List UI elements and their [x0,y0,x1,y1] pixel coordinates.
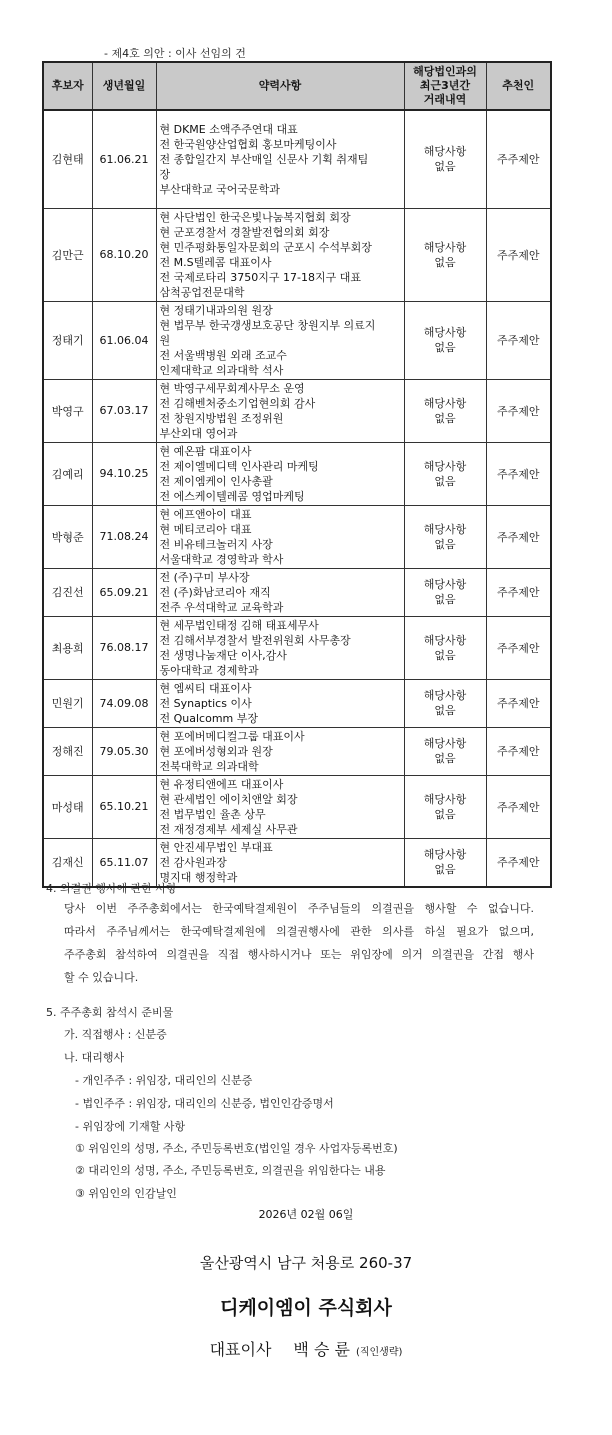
candidate-birthdate: 65.11.07 [92,838,156,887]
candidate-recommender: 주주제안 [486,301,551,379]
candidate-name: 김예리 [43,442,92,505]
career-line: 현 DKME 소액주주연대 대표 [159,122,298,136]
career-line: 현 안진세무법인 부대표 [159,840,273,854]
candidate-recommender: 주주제안 [486,568,551,616]
career-line: 전 종합일간지 부산매일 신문사 기획 취재팀 [159,152,369,166]
section5-item: - 위임장에 기재할 사항 [75,1120,186,1133]
transaction-line: 없음 [434,752,456,765]
ceo-title: 대표이사 [209,1340,272,1359]
candidate-name: 김만근 [43,208,92,301]
header-trans-line: 해당법인과의 [413,65,477,78]
candidate-name: 김진선 [43,568,92,616]
table-row [43,775,551,838]
ceo-signature [0,1337,612,1360]
section5-item: 가. 직접행사 : 신분증 [64,1028,167,1041]
section5-item: - 법인주주 : 위임장, 대리인의 신분증, 법인인감증명서 [75,1097,334,1110]
transaction-line: 해당사항 [423,396,467,410]
career-line: 현 메티코리아 대표 [159,522,252,536]
career-line: 원 [159,333,171,347]
career-line: 전 생명나눔재단 이사,감사 [159,648,287,662]
candidate-name: 민원기 [43,679,92,727]
candidate-name: 최용희 [43,616,92,679]
career-line: 전 M.S텔레콤 대표이사 [159,255,272,269]
transaction-line: 없음 [434,863,456,876]
candidate-birthdate: 65.10.21 [92,775,156,838]
career-line: 전 제이엘메디텍 인사관리 마케팅 [159,459,319,473]
header-career: 약력사항 [156,62,404,110]
career-line: 현 포에버성형외과 원장 [159,744,273,758]
table-row [43,301,551,379]
header-trans-line: 거래내역 [423,93,467,106]
header-trans-line: 최근3년간 [419,79,471,92]
candidate-career [156,568,404,616]
table-row [43,208,551,301]
seal-note: (직인생략) [355,1347,403,1358]
career-line: 전북대학교 의과대학 [159,759,259,773]
table-row [43,442,551,505]
table-row [43,505,551,568]
candidate-recommender: 주주제안 [486,208,551,301]
candidate-birthdate: 61.06.04 [92,301,156,379]
candidate-birthdate: 71.08.24 [92,505,156,568]
candidate-name: 박영구 [43,379,92,442]
candidate-career [156,505,404,568]
transaction-line: 해당사항 [423,522,467,536]
candidate-career [156,679,404,727]
career-line: 현 박영구세무회계사무소 운영 [159,381,305,395]
career-line: 전 Qualcomm 부장 [159,711,259,725]
transaction-line: 없음 [434,341,456,354]
candidate-birthdate: 94.10.25 [92,442,156,505]
transaction-line: 해당사항 [423,848,467,861]
career-line: 전 법무법인 율촌 상무 [159,807,266,821]
career-line: 전 비유테크놀러지 사장 [159,537,273,551]
career-line: 전 에스케이텔레콤 영업마케팅 [159,489,305,503]
career-line: 현 사단법인 한국은빛나눔복지협회 회장 [159,210,351,224]
table-header-row [43,62,551,110]
transaction-line: 해당사항 [423,459,467,473]
section4-line: 따라서 주주님께서는 한국예탁결제원에 의결권행사에 관한 의사를 하실 필요가 없으며, [64,925,534,938]
table-row [43,727,551,775]
career-line: 전 김해서부경찰서 발전위원회 사무총장 [159,633,351,647]
candidate-name: 박형준 [43,505,92,568]
company-address: 울산광역시 남구 처용로 260-37 [199,1254,413,1272]
transaction-line: 없음 [434,593,456,606]
transaction-line: 해당사항 [423,578,467,591]
transaction-line: 없음 [434,807,456,821]
candidate-transactions [404,727,486,775]
career-line: 인제대학교 의과대학 석사 [159,363,284,377]
career-line: 부산외대 영어과 [159,426,238,440]
career-line: 현 관세법인 에이치앤알 회장 [159,792,298,806]
candidate-birthdate: 79.05.30 [92,727,156,775]
career-line: 전 서울백병원 외래 조교수 [159,348,287,362]
candidate-recommender: 주주제안 [486,838,551,887]
career-line: 현 군포경찰서 경찰발전협의회 회장 [159,225,330,239]
section5-item: 나. 대리행사 [64,1051,125,1064]
candidate-name: 정해진 [43,727,92,775]
career-line: 전 제이엠케이 인사총괄 [159,474,273,488]
transaction-line: 해당사항 [423,689,467,702]
career-line: 부산대학교 국어국문학과 [159,182,280,196]
section5-item: ① 위임인의 성명, 주소, 주민등록번호(법인일 경우 사업자등록번호) [75,1142,398,1155]
section4-title: 4. 의결권 행사에 관한 사항 [46,882,177,895]
candidate-career [156,775,404,838]
candidate-career [156,727,404,775]
candidate-name: 김현태 [43,110,92,208]
candidate-name: 김재신 [43,838,92,887]
table-row [43,616,551,679]
career-line: 명지대 행정학과 [159,870,238,884]
career-line: 현 법무부 한국갱생보호공단 창원지부 의료지 [159,318,376,332]
transaction-line: 없음 [434,255,456,269]
transaction-line: 없음 [434,160,456,174]
section4-body [64,897,534,989]
candidate-recommender: 주주제안 [486,679,551,727]
candidate-career [156,442,404,505]
career-line: 장 [159,167,171,181]
career-line: 현 정태기내과의원 원장 [159,303,273,317]
career-line: 현 민주평화통일자문회의 군포시 수석부회장 [159,240,372,254]
transaction-line: 해당사항 [423,737,467,750]
header-transactions [404,62,486,110]
table-row [43,110,551,208]
section4-line: 주주총회 참석하여 의결권을 직접 행사하시거나 또는 위임장에 의거 의결권을 간접 행사 [64,948,534,961]
candidate-birthdate: 74.09.08 [92,679,156,727]
transaction-line: 없음 [434,648,456,662]
candidate-table [42,61,552,888]
career-line: 현 엠씨티 대표이사 [159,681,252,695]
ceo-name: 백 승 륜 [293,1340,350,1359]
section4-line: 당사 이번 주주총회에서는 한국예탁결제원이 주주님들의 의결권을 행사할 수 없습니다. [64,902,534,915]
candidate-recommender: 주주제안 [486,505,551,568]
candidate-rows [43,110,551,887]
candidate-birthdate: 68.10.20 [92,208,156,301]
career-line: 전 (주)구미 부사장 [159,570,250,584]
career-line: 전 김해벤처중소기업현의회 감사 [159,396,316,410]
candidate-recommender: 주주제안 [486,110,551,208]
candidate-transactions [404,301,486,379]
candidate-transactions [404,208,486,301]
candidate-transactions [404,679,486,727]
transaction-line: 없음 [434,704,456,717]
candidate-birthdate: 65.09.21 [92,568,156,616]
header-candidate: 후보자 [43,62,92,110]
candidate-career [156,379,404,442]
transaction-line: 해당사항 [423,633,467,647]
career-line: 전 국제로타리 3750지구 17-18지구 대표 [159,270,361,284]
candidate-career [156,110,404,208]
section5-item: ② 대리인의 성명, 주소, 주민등록번호, 의결권을 위임한다는 내용 [75,1164,386,1177]
career-line: 전 (주)화남코리아 재직 [159,585,271,599]
candidate-name: 정태기 [43,301,92,379]
career-line: 전 창원지방법원 조정위원 [159,411,284,425]
candidate-recommender: 주주제안 [486,379,551,442]
career-line: 동아대학교 경제학과 [159,663,259,677]
candidate-transactions [404,442,486,505]
candidate-transactions [404,775,486,838]
candidate-recommender: 주주제안 [486,442,551,505]
candidate-transactions [404,505,486,568]
section5-item: - 개인주주 : 위임장, 대리인의 신분증 [75,1074,253,1087]
candidate-recommender: 주주제안 [486,727,551,775]
transaction-line: 해당사항 [423,240,467,254]
notice-date: 2026년 02월 06일 [258,1208,354,1221]
career-line: 현 포에버메디컬그룹 대표이사 [159,729,305,743]
career-line: 서울대학교 경영학과 학사 [159,552,284,566]
career-line: 전주 우석대학교 교육학과 [159,600,284,614]
section5-item: ③ 위임인의 인감날인 [75,1187,177,1200]
transaction-line: 없음 [434,411,456,425]
candidate-name: 마성태 [43,775,92,838]
candidate-transactions [404,379,486,442]
table-row [43,679,551,727]
candidate-transactions [404,568,486,616]
career-line: 현 예온팜 대표이사 [159,444,252,458]
career-line: 현 에프앤아이 대표 [159,507,252,521]
candidate-career [156,616,404,679]
candidate-birthdate: 76.08.17 [92,616,156,679]
candidate-career [156,208,404,301]
section5-title: 5. 주주총회 참석시 준비물 [46,1006,174,1019]
candidate-transactions [404,110,486,208]
career-line: 삼척공업전문대학 [159,285,245,299]
candidate-career [156,838,404,887]
career-line: 현 유정티앤에프 대표이사 [159,777,284,791]
career-line: 전 Synaptics 이사 [159,696,252,710]
table-row [43,379,551,442]
candidate-recommender: 주주제안 [486,616,551,679]
transaction-line: 없음 [434,537,456,551]
candidate-recommender: 주주제안 [486,775,551,838]
career-line: 전 재정경제부 세제실 사무관 [159,822,298,836]
candidate-career [156,301,404,379]
company-name: 디케이엠이 주식회사 [220,1297,392,1319]
agenda-caption: - 제4호 의안 : 이사 선임의 건 [104,47,246,60]
header-birthdate: 생년월일 [92,62,156,110]
section4-line: 할 수 있습니다. [64,971,139,984]
transaction-line: 해당사항 [423,326,467,339]
candidate-transactions [404,616,486,679]
candidate-birthdate: 61.06.21 [92,110,156,208]
header-recommender: 추천인 [486,62,551,110]
table-row [43,568,551,616]
career-line: 현 세무법인태정 김해 태표세무사 [159,618,319,632]
candidate-birthdate: 67.03.17 [92,379,156,442]
candidate-transactions [404,838,486,887]
career-line: 전 한국원양산업협회 홍보마케팅이사 [159,137,337,151]
transaction-line: 없음 [434,474,456,488]
career-line: 전 감사원과장 [159,855,227,869]
transaction-line: 해당사항 [423,792,467,806]
transaction-line: 해당사항 [423,145,467,159]
